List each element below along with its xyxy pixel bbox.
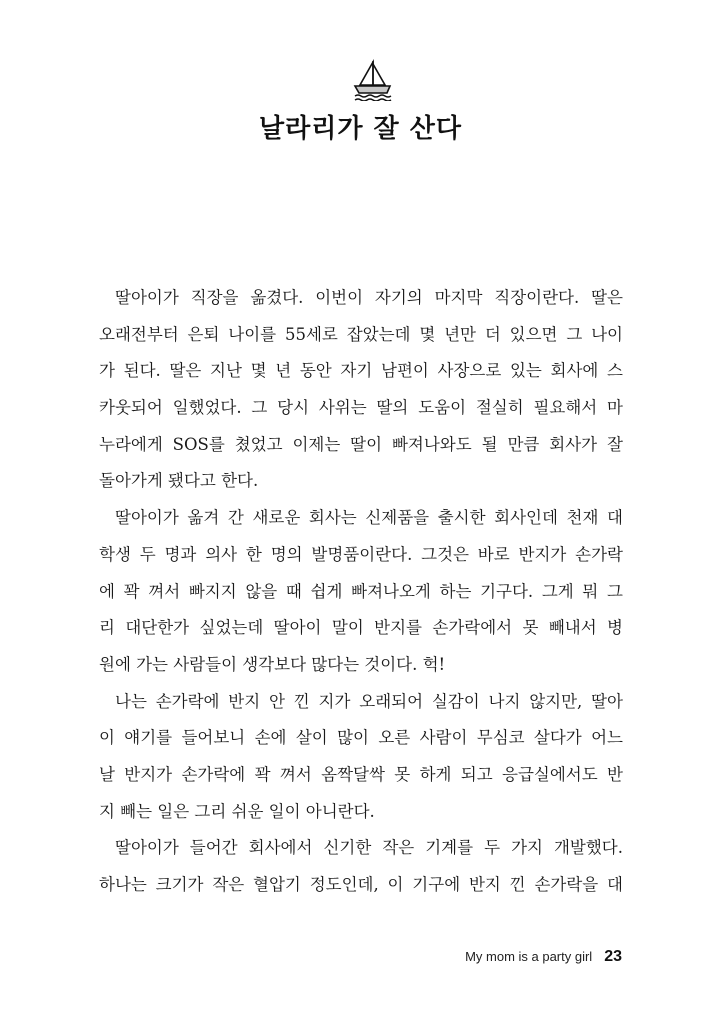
text-line: 원에 가는 사람들이 생각보다 많다는 것이다. 헉! bbox=[99, 654, 446, 674]
text-line: 카웃되어 일했었다. 그 당시 사위는 딸의 도움이 절실히 필요해서 마 bbox=[99, 398, 623, 418]
page-footer bbox=[465, 948, 622, 966]
text-line: 가 된다. 딸은 지난 몇 년 동안 자기 남편이 사장으로 있는 회사에 스 bbox=[99, 361, 623, 381]
text-line: 나는 손가락에 반지 안 낀 지가 오래되어 실감이 나지 않지만, 딸아 bbox=[115, 691, 623, 711]
text-line: 날 반지가 손가락에 꽉 껴서 옴짝달싹 못 하게 되고 응급실에서도 반 bbox=[99, 764, 623, 784]
text-line: 하나는 크기가 작은 혈압기 정도인데, 이 기구에 반지 낀 손가락을 대 bbox=[99, 875, 623, 894]
paragraph bbox=[99, 684, 623, 831]
text-line: 에 꽉 껴서 빠지지 않을 때 쉽게 빠져나오게 하는 기구다. 그게 뭐 그 bbox=[99, 581, 623, 601]
sailboat-icon bbox=[352, 59, 394, 101]
paragraph bbox=[99, 280, 623, 500]
running-title: My mom is a party girl bbox=[465, 949, 593, 964]
text-line: 돌아가게 됐다고 한다. bbox=[99, 471, 259, 491]
text-line: 이 얘기를 들어보니 손에 살이 많이 오른 사람이 무심코 살다가 어느 bbox=[99, 728, 623, 748]
paragraph bbox=[99, 830, 623, 903]
chapter-title: 날라리가 잘 산다 bbox=[259, 114, 462, 144]
page-number: 23 bbox=[604, 948, 622, 965]
text-line: 지 빼는 일은 그리 쉬운 일이 아니란다. bbox=[99, 801, 375, 821]
body-text bbox=[99, 280, 623, 904]
text-line: 학생 두 명과 의사 한 명의 발명품이란다. 그것은 바로 반지가 손가락 bbox=[99, 544, 623, 564]
text-line: 누라에게 SOS를 쳤었고 이제는 딸이 빠져나와도 될 만큼 회사가 잘 bbox=[99, 434, 623, 454]
text-line: 오래전부터 은퇴 나이를 55세로 잡았는데 몇 년만 더 있으면 그 나이 bbox=[99, 324, 623, 344]
text-line: 딸아이가 옮겨 간 새로운 회사는 신제품을 출시한 회사인데 천재 대 bbox=[115, 508, 623, 528]
text-line: 딸아이가 직장을 옮겼다. 이번이 자기의 마지막 직장이란다. 딸은 bbox=[115, 288, 623, 307]
text-line: 딸아이가 들어간 회사에서 신기한 작은 기계를 두 가지 개발했다. bbox=[115, 838, 623, 858]
paragraph bbox=[99, 500, 623, 683]
text-line: 리 대단한가 싶었는데 딸아이 말이 반지를 손가락에서 못 빼내서 병 bbox=[99, 618, 623, 638]
